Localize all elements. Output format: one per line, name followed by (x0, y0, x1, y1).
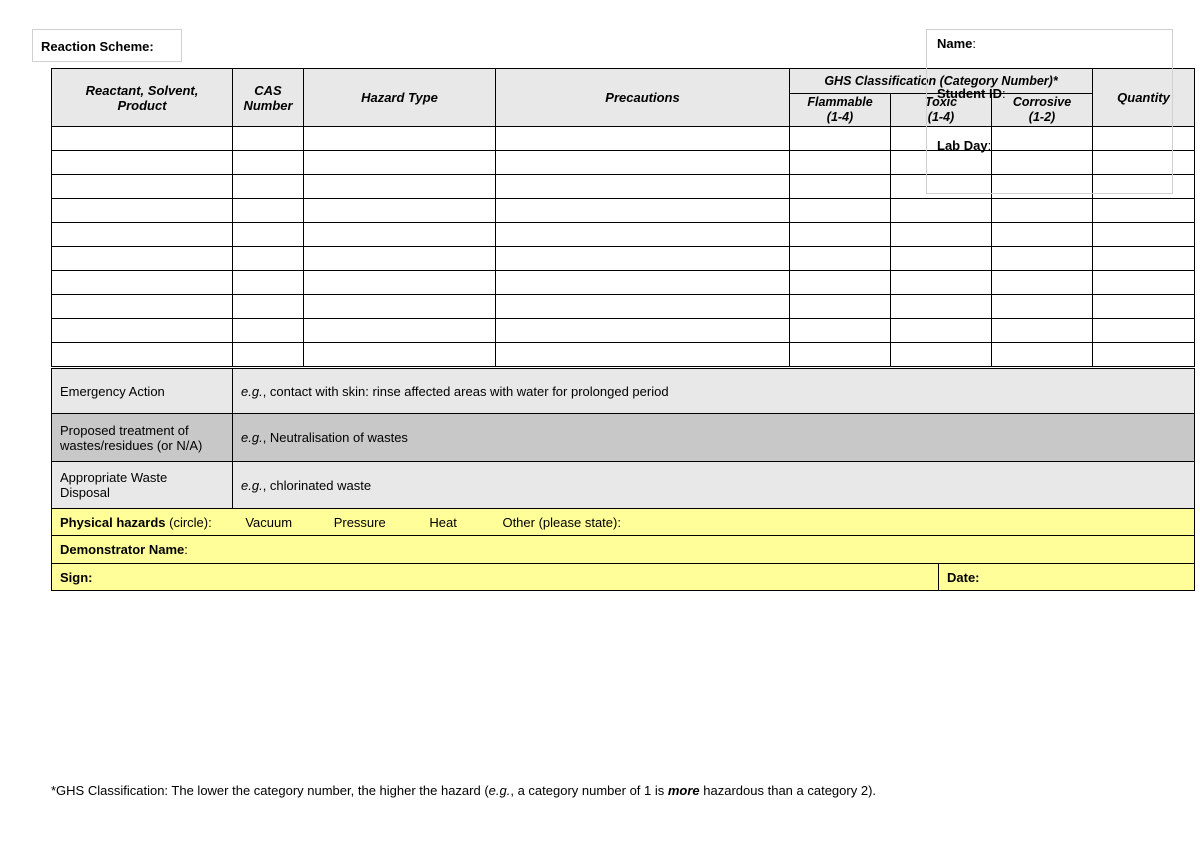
table-cell[interactable] (992, 199, 1093, 223)
physical-hazards-row (52, 509, 1195, 536)
table-cell[interactable] (233, 199, 304, 223)
table-cell[interactable] (496, 343, 790, 367)
table-cell[interactable] (790, 343, 891, 367)
safety-details-table (51, 368, 1195, 591)
table-cell[interactable] (52, 295, 233, 319)
header-hazard-type: Hazard Type (304, 69, 496, 127)
table-cell[interactable] (233, 319, 304, 343)
table-cell[interactable] (304, 343, 496, 367)
table-cell[interactable] (1093, 247, 1195, 271)
option-pressure[interactable]: Pressure (333, 514, 386, 530)
emergency-row (52, 369, 1195, 414)
table-cell[interactable] (1093, 343, 1195, 367)
table-cell[interactable] (304, 295, 496, 319)
table-cell[interactable] (496, 199, 790, 223)
table-row (52, 199, 1195, 223)
table-cell[interactable] (233, 175, 304, 199)
table-cell[interactable] (891, 319, 992, 343)
table-cell[interactable] (52, 247, 233, 271)
table-cell[interactable] (891, 247, 992, 271)
table-cell[interactable] (790, 319, 891, 343)
header-quantity: Quantity (1093, 69, 1195, 127)
table-cell[interactable] (304, 319, 496, 343)
table-cell[interactable] (52, 223, 233, 247)
table-row (52, 343, 1195, 367)
table-cell[interactable] (891, 343, 992, 367)
table-cell[interactable] (233, 247, 304, 271)
table-cell[interactable] (992, 319, 1093, 343)
table-cell[interactable] (992, 343, 1093, 367)
table-cell[interactable] (790, 295, 891, 319)
treatment-field[interactable]: e.g., Neutralisation of wastes (233, 414, 1195, 462)
table-cell[interactable] (891, 295, 992, 319)
table-cell[interactable] (496, 295, 790, 319)
lab-day-field[interactable]: Lab Day: (937, 138, 992, 153)
table-cell[interactable] (52, 271, 233, 295)
reaction-scheme-box[interactable] (32, 29, 182, 62)
header-toxic: Toxic (1-4) (891, 94, 992, 127)
disposal-row (52, 462, 1195, 509)
student-info-box (926, 29, 1173, 194)
table-cell[interactable] (52, 199, 233, 223)
emergency-field[interactable]: e.g., contact with skin: rinse affected areas with water for prolonged period (233, 369, 1195, 414)
table-cell[interactable] (52, 151, 233, 175)
header-ghs-classification: GHS Classification (Category Number)* (790, 69, 1093, 94)
table-cell[interactable] (496, 151, 790, 175)
table-cell[interactable] (992, 223, 1093, 247)
table-cell[interactable] (304, 175, 496, 199)
disposal-field[interactable]: e.g., chlorinated waste (233, 462, 1195, 509)
table-row (52, 271, 1195, 295)
table-row (52, 247, 1195, 271)
table-cell[interactable] (891, 271, 992, 295)
name-field[interactable]: Name: (937, 36, 977, 51)
table-cell[interactable] (790, 127, 891, 151)
table-cell[interactable] (52, 343, 233, 367)
table-cell[interactable] (233, 127, 304, 151)
table-row (52, 319, 1195, 343)
disposal-label: Appropriate Waste Disposal (52, 462, 233, 509)
table-cell[interactable] (790, 175, 891, 199)
table-cell[interactable] (304, 127, 496, 151)
sign-row (52, 564, 1195, 591)
table-cell[interactable] (52, 175, 233, 199)
table-cell[interactable] (992, 247, 1093, 271)
table-cell[interactable] (1093, 295, 1195, 319)
table-cell[interactable] (1093, 319, 1195, 343)
table-cell[interactable] (790, 271, 891, 295)
table-cell[interactable] (496, 247, 790, 271)
header-flammable: Flammable (1-4) (790, 94, 891, 127)
table-cell[interactable] (790, 151, 891, 175)
header-precautions: Precautions (496, 69, 790, 127)
option-heat[interactable]: Heat (429, 514, 457, 530)
table-cell[interactable] (304, 271, 496, 295)
table-cell[interactable] (496, 127, 790, 151)
header-cas-number: CAS Number (233, 69, 304, 127)
option-other[interactable]: Other (please state): (502, 514, 621, 530)
table-cell[interactable] (52, 127, 233, 151)
table-cell[interactable] (233, 151, 304, 175)
emergency-label: Emergency Action (52, 369, 233, 414)
student-id-field[interactable]: Student ID: (937, 86, 1006, 101)
table-cell[interactable] (992, 271, 1093, 295)
table-cell[interactable] (496, 223, 790, 247)
ghs-footnote: *GHS Classification: The lower the category number, the higher the hazard (e.g., a category number of 1 is more hazardous than a category 2). (51, 783, 877, 798)
table-cell[interactable] (233, 295, 304, 319)
demonstrator-row (52, 536, 1195, 564)
table-cell[interactable] (496, 319, 790, 343)
demonstrator-field[interactable]: Demonstrator Name: (52, 536, 1195, 564)
table-cell[interactable] (1093, 223, 1195, 247)
table-cell[interactable] (891, 199, 992, 223)
table-cell[interactable] (52, 319, 233, 343)
table-cell[interactable] (233, 223, 304, 247)
table-row (52, 223, 1195, 247)
reaction-scheme-label: Reaction Scheme: (41, 39, 154, 54)
table-cell[interactable] (233, 343, 304, 367)
date-field[interactable]: Date: (939, 564, 1195, 591)
table-cell[interactable] (790, 247, 891, 271)
table-cell[interactable] (891, 223, 992, 247)
treatment-row (52, 414, 1195, 462)
sign-field[interactable]: Sign: (52, 564, 939, 591)
header-corrosive: Corrosive (1-2) (992, 94, 1093, 127)
table-cell[interactable] (1093, 271, 1195, 295)
table-row (52, 295, 1195, 319)
table-cell[interactable] (304, 247, 496, 271)
table-cell[interactable] (233, 271, 304, 295)
table-cell[interactable] (304, 199, 496, 223)
physical-hazards-field[interactable]: Physical hazards (circle): Vacuum Pressure Heat Other (please state): (52, 509, 1195, 536)
table-cell[interactable] (304, 223, 496, 247)
header-reactant: Reactant, Solvent, Product (52, 69, 233, 127)
treatment-label: Proposed treatment of wastes/residues (or N/A) (52, 414, 233, 462)
option-vacuum[interactable]: Vacuum (245, 514, 293, 530)
table-cell[interactable] (496, 271, 790, 295)
table-cell[interactable] (790, 199, 891, 223)
table-cell[interactable] (992, 295, 1093, 319)
table-cell[interactable] (1093, 199, 1195, 223)
table-cell[interactable] (790, 223, 891, 247)
table-cell[interactable] (304, 151, 496, 175)
table-cell[interactable] (496, 175, 790, 199)
